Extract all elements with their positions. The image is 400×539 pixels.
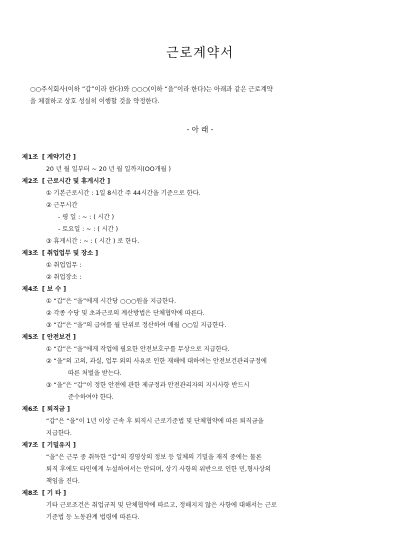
article-line: “갑”은 “을”이 1년 이상 근속 후 퇴직시 근로기준법 및 단체협약에 따른 퇴직금을 (46, 418, 264, 425)
article-number: 제1조 (22, 154, 39, 161)
article-title: [ 퇴직금 ] (42, 406, 70, 413)
article-title: [ 안전보건 ] (42, 334, 76, 341)
article-title: [ 취업업무 및 장소 ] (42, 250, 99, 257)
article-title: [ 근로시간 및 휴게시간 ] (42, 178, 111, 185)
article-number: 제2조 (22, 178, 39, 185)
article-line: ③ 휴게시간 : ~ : ( 시간 ) 로 한다. (46, 238, 140, 245)
article-4 (22, 284, 382, 332)
article-line: 기준법 등 노동관계 법령에 따른다. (46, 514, 140, 521)
article-line: ② 근무시간 (46, 202, 78, 209)
intro-line-1: ○○주식회사(이하 “갑”이라 한다)와 ○○○(이하 “을”이라 한다)는 아래과 같은 근로계약 (30, 86, 273, 93)
article-line: ① “갑”은 “을”에게 작업에 필요한 안전보호구를 무상으로 지급한다. (46, 346, 230, 353)
article-line: ① “갑”은 “을”에게 시간당 ○○○원을 지급한다. (46, 298, 177, 305)
article-title: [ 기밀유지 ] (42, 442, 76, 449)
article-line: ③ “을”은 “갑”이 정한 안전에 관한 제규정과 안전관리자의 지시사항 반드시 (46, 382, 250, 389)
article-number: 제4조 (22, 286, 39, 293)
article-6 (22, 404, 382, 440)
article-line: “을”은 근무 중 취득한 “갑”의 경영상의 정보 등 일체의 기밀을 재직 중에는 물론 (46, 454, 262, 461)
article-8 (22, 488, 382, 524)
article-number: 제8조 (22, 490, 39, 497)
article-number: 제5조 (22, 334, 39, 341)
article-line: ③ “갑”은 “을”의 급여를 월 단위로 정산하여 매월 ○○일 지급한다. (46, 322, 227, 329)
article-1 (22, 152, 382, 176)
article-line: 따른 처벌을 받는다. (68, 370, 122, 377)
intro-paragraph (30, 84, 375, 108)
article-line: ① 기본근로시간 : 1일 8시간 주 44시간을 기준으로 한다. (46, 190, 201, 197)
article-line: ② 취업장소 : (46, 274, 82, 281)
article-line: - 평 일 : ~ : ( 시간 ) (58, 214, 115, 221)
article-number: 제3조 (22, 250, 39, 257)
article-line: - 토요일 : ~ : ( 시간 ) (58, 226, 119, 233)
article-number: 제7조 (22, 442, 39, 449)
article-5 (22, 332, 382, 404)
article-3 (22, 248, 382, 284)
article-line: 지급한다. (46, 430, 72, 437)
article-title: [ 계약기간 ] (42, 154, 76, 161)
intro-line-2: 을 체결하고 상호 성실히 이행할 것을 약정한다. (30, 98, 160, 105)
article-line: 기타 근로조건은 취업규칙 및 단체협약에 따르고, 정해지지 않은 사항에 대해서는 근로 (46, 502, 277, 509)
article-line: ② “을”의 고의, 과실, 업무 외의 사유로 인한 재해에 대하여는 안전보건관리규정에 (46, 358, 267, 365)
article-line: 20 년 월 일부터 ~ 20 년 월 일까지(OO개월 ) (46, 166, 171, 173)
article-line: ② 각종 수당 및 초과근로의 계산방법은 단체협약에 따른다. (46, 310, 205, 317)
article-line: 준수하여야 한다. (68, 394, 114, 401)
article-2 (22, 176, 382, 248)
section-separator: - 아 래 - (186, 125, 214, 134)
article-line: 책임을 진다. (46, 478, 80, 485)
document-title: 근로계약서 (166, 46, 234, 61)
article-title: [ 기 타 ] (42, 490, 67, 497)
article-line: ① 취업업무 : (46, 262, 82, 269)
article-line: 퇴직 후에도 타인에게 누설하여서는 안되며, 상기 사항의 위반으로 인한 민,형사상의 (46, 466, 271, 473)
article-7 (22, 440, 382, 488)
article-number: 제6조 (22, 406, 39, 413)
article-title: [ 보 수 ] (42, 286, 67, 293)
